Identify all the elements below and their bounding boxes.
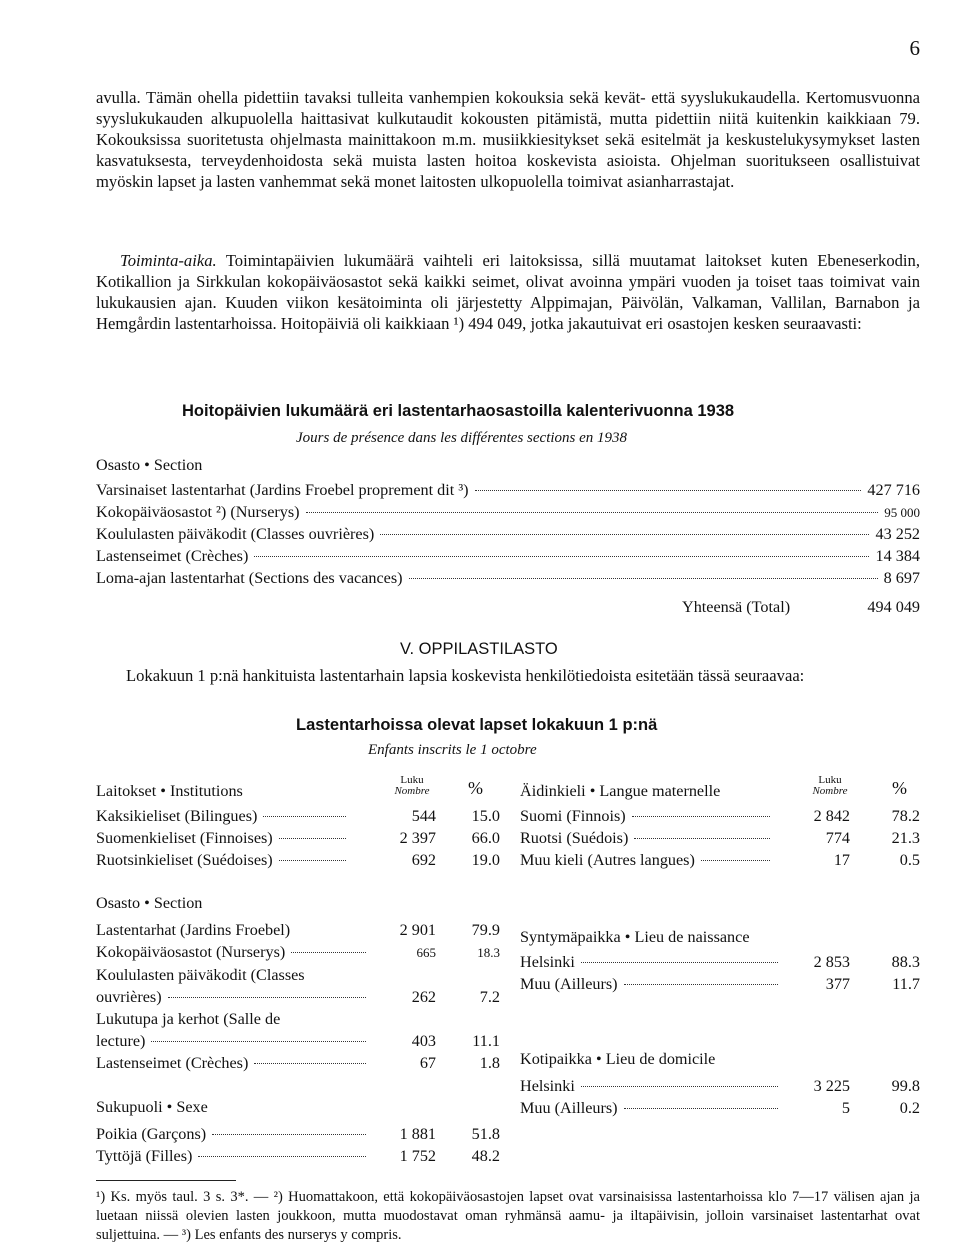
row-value: 95 000	[884, 505, 920, 520]
row-percent: 1.8	[479, 1054, 500, 1072]
row-count: 774	[825, 829, 850, 847]
row-value: 14 384	[875, 547, 920, 565]
row-percent: 66.0	[471, 829, 500, 847]
institution-row	[96, 829, 352, 850]
row-label: lecture)	[96, 1032, 146, 1050]
row-label: Suomenkieliset (Finnoises)	[96, 829, 273, 847]
paragraph-body: Toimintapäivien lukumäärä vaihteli eri laitoksissa, sillä muutamat laitokset kuten Ebeneserkodin, Kotikallion ja Sirkkulan kokopäiväosastot sekä kaikki seimet, olivat avoinna ympäri vuoden ja toiset taas toimivat vain lukukausien ajan. Kuuden viikon kesätoiminta oli järjestetty Alppimajan, Päivölän, Valkaman, Vallilan, Barnabon ja Hemgårdin lastentarhoissa. Hoitopäiviä oli kaikkiaan ¹) 494 049, jotka jakautuivat eri osastojen kesken seuraavasti:	[96, 251, 920, 333]
row-value: 8 697	[883, 569, 920, 587]
birthplace-row	[520, 975, 784, 996]
table1-row	[96, 525, 920, 546]
row-label: Helsinki	[520, 1077, 575, 1095]
row-label: Koululasten päiväkodit (Classes ouvrières)	[96, 525, 375, 543]
table1-total-value: 494 049	[867, 598, 920, 616]
row-value: 43 252	[875, 525, 920, 543]
row-count: 17	[833, 851, 850, 869]
table1-subtitle: Jours de présence dans les différentes sections en 1938	[296, 430, 628, 446]
sex-header: Sukupuoli • Sexe	[96, 1098, 208, 1116]
table1-row	[96, 503, 920, 524]
row-label: Muu (Ailleurs)	[520, 975, 618, 993]
paragraph-run-in-title: Toiminta-aika.	[120, 251, 217, 270]
intro-paragraph-1: avulla. Tämän ohella pidettiin tavaksi tulleita vanhempien kokouksia sekä kevät- että syyslukukaudella. Kertomusvuonna syyslukukauden alkupuolella haittasivat kulkutaudit kokousten pitämistä, mutta pidettiin niitä kuitenkin kaikkiaan 79. Kokouksissa suoritetusta ohjelmasta mainittakoon m.m. musiikkiesitykset sekä esitelmät ja keskustelukysymykset lasten kasvatuksesta, terveydenhoidosta sekä muista lasten hoitoa koskevista asioista. Ohjelman suoritukseen osallistuivat myöskin lapset ja lasten vanhemmat sekä monet laitosten ulkopuolella toimivat asianharrastajat.	[96, 88, 920, 191]
section-title: V. OPPILASTILASTO	[400, 640, 558, 658]
row-count: 403	[411, 1032, 436, 1050]
table1-title: Hoitopäivien lukumäärä eri lastentarhaosastoilla kalenterivuonna 1938	[182, 402, 735, 420]
row-label: Muu (Ailleurs)	[520, 1099, 618, 1117]
row-percent: 48.2	[471, 1147, 500, 1165]
section-row	[96, 921, 372, 942]
row-label: Muu kieli (Autres langues)	[520, 851, 695, 869]
birthplace-row	[520, 953, 784, 974]
row-label: Kaksikieliset (Bilingues)	[96, 807, 258, 825]
institution-row	[96, 851, 352, 872]
row-label: Suomi (Finnois)	[520, 807, 626, 825]
language-header: Äidinkieli • Langue maternelle	[520, 782, 721, 800]
table2-title: Lastentarhoissa olevat lapset lokakuun 1 p:nä	[296, 716, 658, 734]
sex-row	[96, 1125, 372, 1146]
table1-total-label: Yhteensä (Total)	[682, 598, 791, 616]
row-percent: 11.1	[472, 1032, 500, 1050]
row-label: Ruotsi (Suédois)	[520, 829, 629, 847]
table1-row	[96, 569, 920, 590]
row-count: 1 752	[399, 1147, 436, 1165]
count-header	[382, 775, 442, 797]
table1-column-header: Osasto • Section	[96, 456, 203, 474]
row-percent: 7.2	[479, 988, 500, 1006]
row-count: 3 225	[813, 1077, 850, 1095]
row-count: 262	[411, 988, 436, 1006]
row-percent: 79.9	[471, 921, 500, 939]
row-count: 2 901	[399, 921, 436, 939]
percent-header-right: %	[892, 778, 907, 798]
row-label: Tyttöjä (Filles)	[96, 1147, 193, 1165]
row-count: 665	[416, 945, 436, 960]
row-label: Varsinaiset lastentarhat (Jardins Froebel proprement dit ³)	[96, 481, 469, 499]
section-intro: Lokakuun 1 p:nä hankituista lastentarhain lapsia koskevista henkilötiedoista esitetään tässä seuraavaa:	[126, 666, 805, 685]
row-percent: 18.3	[477, 945, 500, 960]
footnotes: ¹) Ks. myös taul. 3 s. 3*. — ²) Huomattakoon, että kokopäiväosastojen lapset ovat varsinaisissa lastentarhoissa klo 7—17 välisen ajan ja luetaan niissä olevien lasten joukkoon, mutta muodostavat oman ryhmänsä aamu- ja iltapäivisin, jolloin varsinaiset lastentarhat ovat suljettuina. — ³) Les enfants des nurserys y compris.	[96, 1189, 920, 1243]
row-label: Kokopäiväosastot (Nurserys)	[96, 943, 286, 961]
section-row	[96, 1054, 372, 1075]
intro-paragraph-2	[96, 251, 920, 335]
row-label: Ruotsinkieliset (Suédoises)	[96, 851, 273, 869]
row-percent: 78.2	[891, 807, 920, 825]
footnote-rule	[96, 1180, 236, 1181]
row-percent: 15.0	[471, 807, 500, 825]
row-count: 2 853	[813, 953, 850, 971]
row-count: 692	[411, 851, 436, 869]
domicile-row	[520, 1077, 784, 1098]
row-count: 377	[825, 975, 850, 993]
language-row	[520, 829, 776, 850]
count-header-fr: Nombre	[812, 785, 848, 797]
row-percent: 0.2	[899, 1099, 920, 1117]
section-row	[96, 1032, 372, 1053]
table1-row	[96, 481, 920, 502]
row-count: 67	[419, 1054, 436, 1072]
language-row	[520, 807, 776, 828]
row-percent: 21.3	[891, 829, 920, 847]
row-label: Loma-ajan lastentarhat (Sections des vacances)	[96, 569, 403, 587]
count-header-fi: Luku	[818, 774, 842, 786]
row-percent: 99.8	[891, 1077, 920, 1095]
row-percent: 51.8	[471, 1125, 500, 1143]
birthplace-header: Syntymäpaikka • Lieu de naissance	[520, 928, 750, 946]
institution-row	[96, 807, 352, 828]
row-label: Kokopäiväosastot ²) (Nurserys)	[96, 503, 300, 521]
row-count: 2 842	[813, 807, 850, 825]
sex-row	[96, 1147, 372, 1168]
percent-header: %	[468, 778, 483, 798]
domicile-header: Kotipaikka • Lieu de domicile	[520, 1050, 716, 1068]
section-header: Osasto • Section	[96, 894, 203, 912]
row-label: Lastenseimet (Crèches)	[96, 1054, 249, 1072]
row-count: 2 397	[399, 829, 436, 847]
row-percent: 88.3	[891, 953, 920, 971]
row-value: 427 716	[867, 481, 920, 499]
table1-row	[96, 547, 920, 568]
row-percent: 0.5	[899, 851, 920, 869]
section-row-line1: Lukutupa ja kerhot (Salle de	[96, 1010, 281, 1028]
count-header-right	[800, 775, 860, 797]
row-percent: 11.7	[892, 975, 920, 993]
row-percent: 19.0	[471, 851, 500, 869]
page-number: 6	[909, 36, 920, 60]
count-header-fi: Luku	[400, 774, 424, 786]
row-label: Poikia (Garçons)	[96, 1125, 207, 1143]
row-label: Helsinki	[520, 953, 575, 971]
language-row	[520, 851, 776, 872]
section-row-line1: Koululasten päiväkodit (Classes	[96, 966, 305, 984]
row-label: ouvrières)	[96, 988, 162, 1006]
row-label: Lastentarhat (Jardins Froebel)	[96, 921, 291, 939]
section-row	[96, 988, 372, 1009]
row-count: 544	[411, 807, 436, 825]
count-header-fr: Nombre	[394, 785, 430, 797]
row-label: Lastenseimet (Crèches)	[96, 547, 249, 565]
row-count: 5	[841, 1099, 850, 1117]
institutions-header: Laitokset • Institutions	[96, 782, 243, 800]
domicile-row	[520, 1099, 784, 1120]
section-row	[96, 943, 372, 964]
row-count: 1 881	[399, 1125, 436, 1143]
table2-subtitle: Enfants inscrits le 1 octobre	[368, 742, 537, 758]
